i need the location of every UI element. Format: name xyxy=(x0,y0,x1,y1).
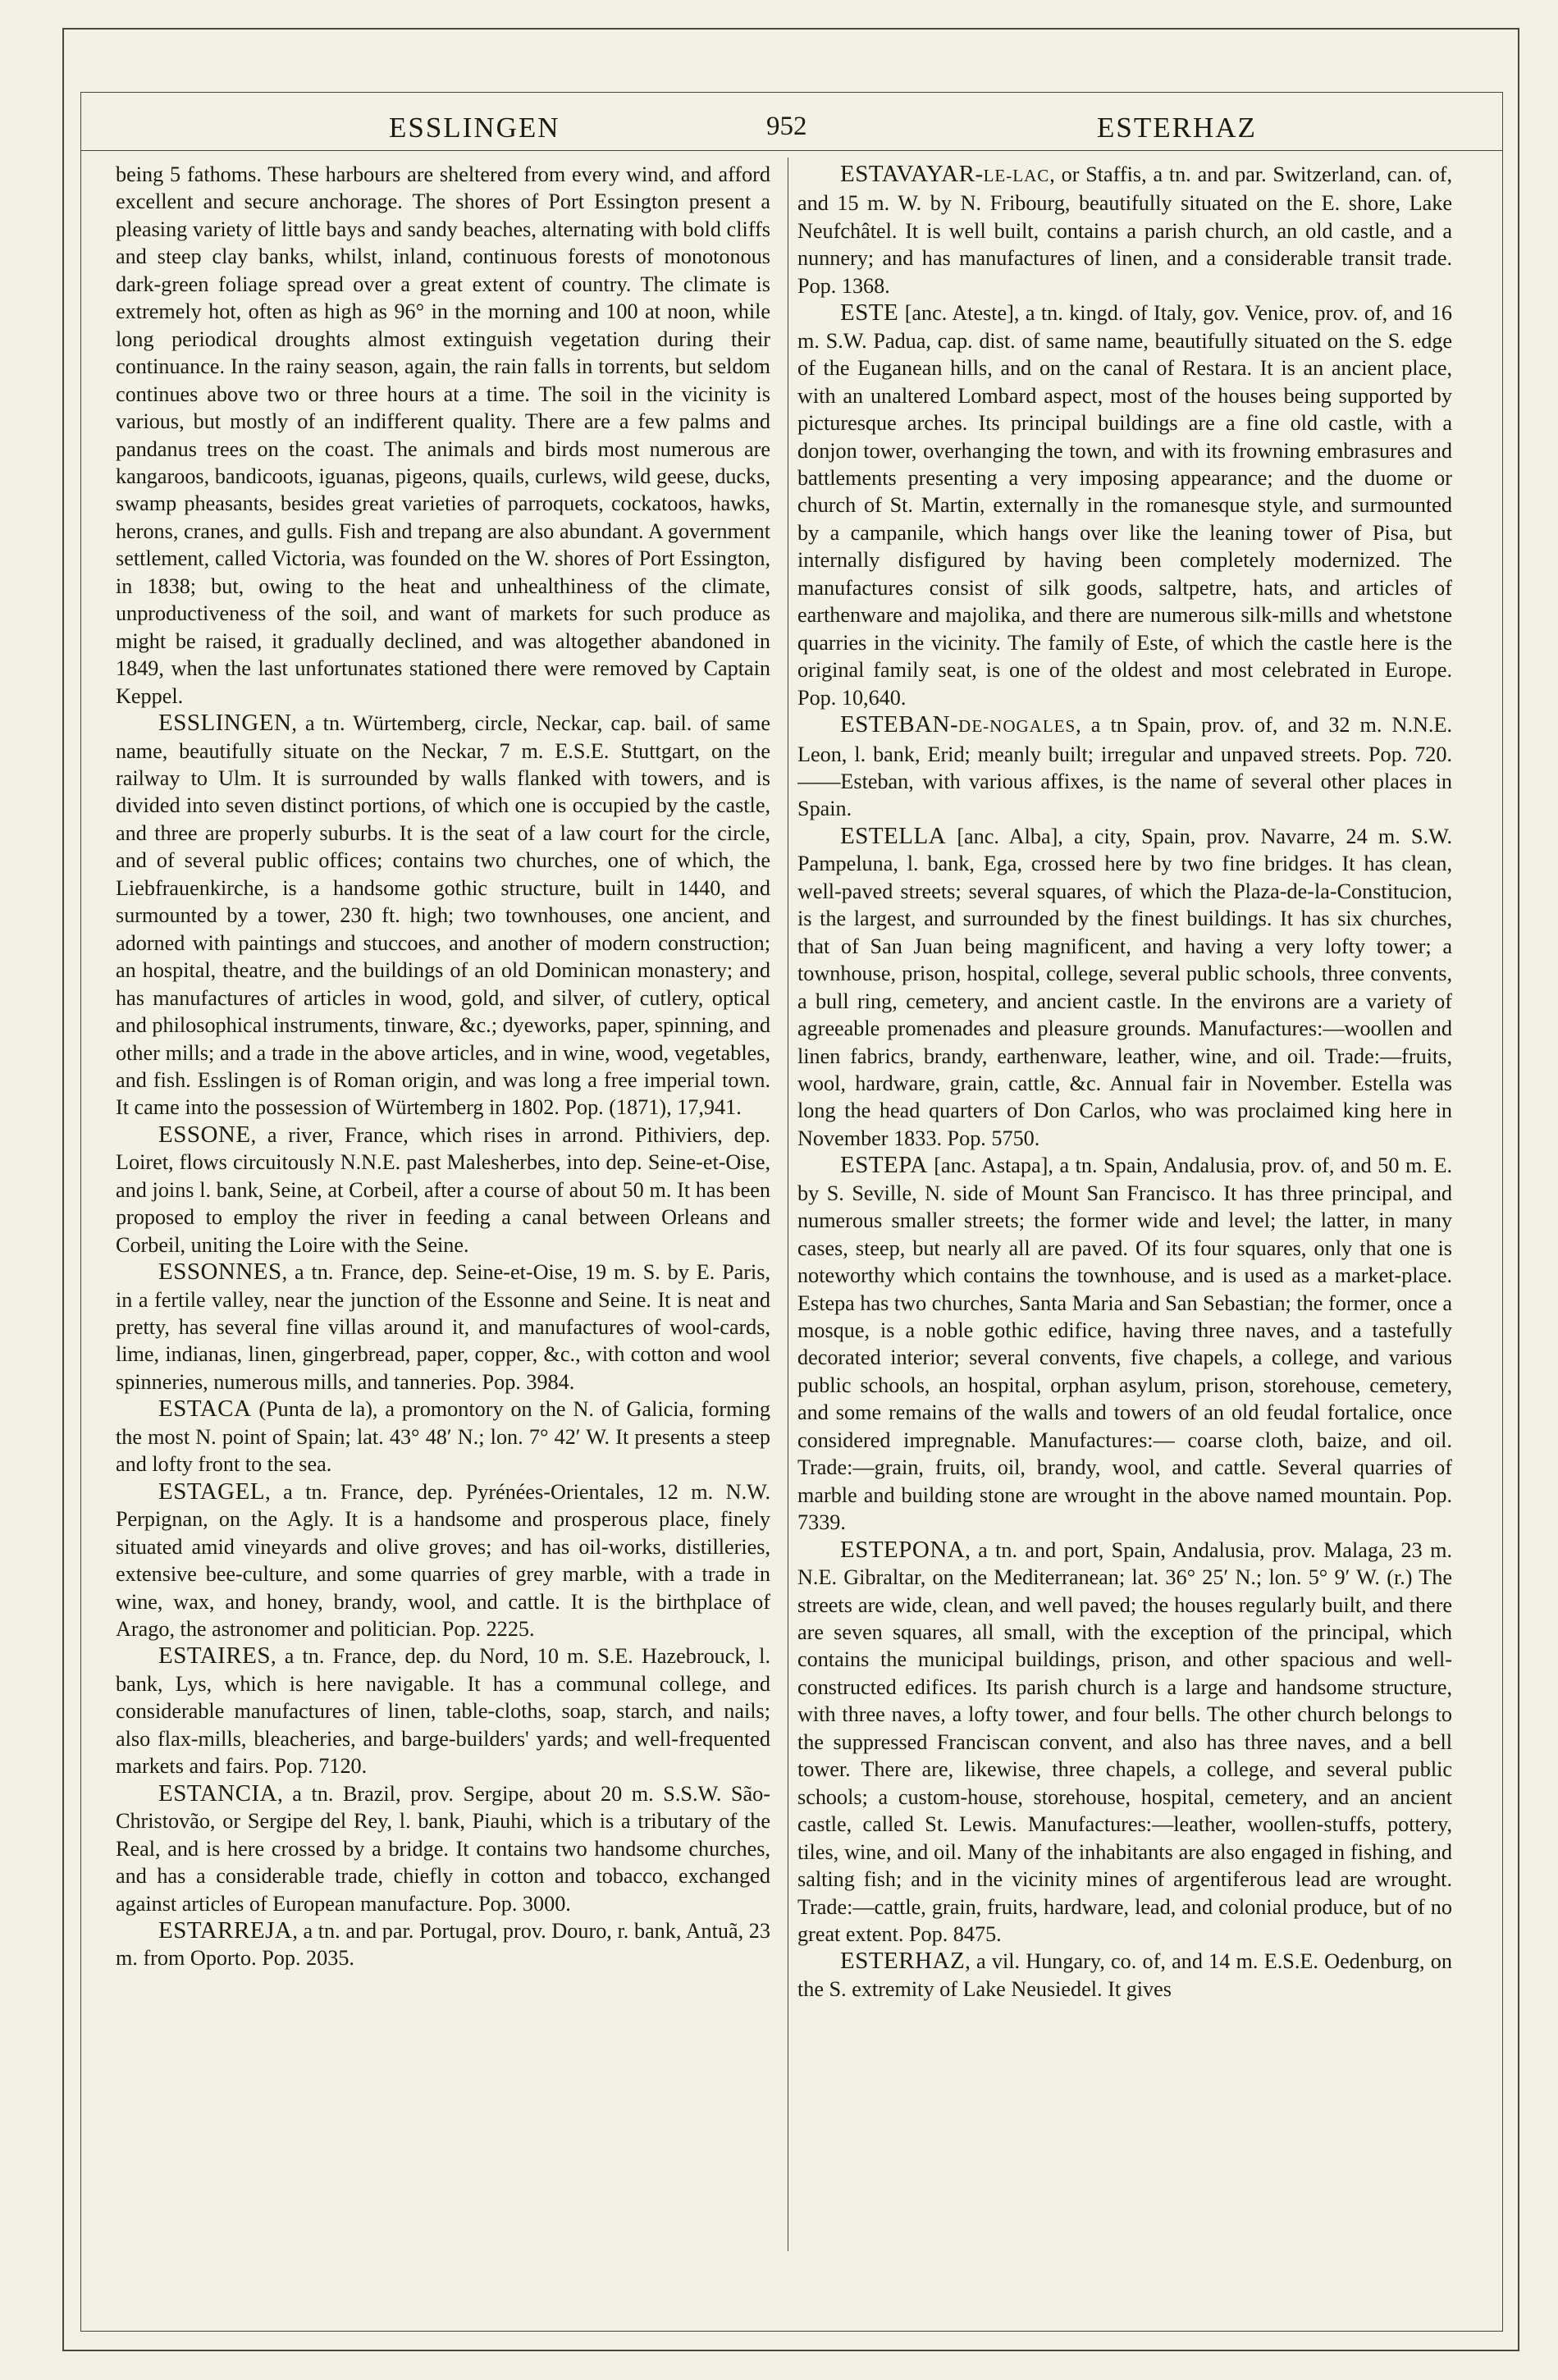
dictionary-entry xyxy=(116,1396,770,1478)
entry-continuation xyxy=(116,161,770,710)
entry-headword-suffix: DE-NOGALES xyxy=(958,716,1076,737)
entry-headword-suffix: LE-LAC xyxy=(983,166,1050,185)
entry-text: [anc. Alba], a city, Spain, prov. Navarre, 24 m. S.W. Pampeluna, l. bank, Ega, crossed here by two fine bridges. It has clean, well-paved streets; several squares, of which the Plaza-de-la-Constitucion, is the largest, and surrounded by the finest buildings. It has six churches, that of San Juan being magnificent, and having a very lofty tower; a townhouse, prison, hospital, college, several public schools, three convents, a bull ring, cemetery, and ancient castle. In the environs are a variety of agreeable promenades and pleasure grounds. Manufactures:—woollen and linen fabrics, brandy, earthenware, leather, wine, and oil. Trade:—fruits, wool, hardware, grain, cattle, &c. Annual fair in November. Estella was long the head quarters of Don Carlos, who was proclaimed king here in November 1833. Pop. 5750. xyxy=(797,824,1452,1150)
entry-headword: ESTELLA xyxy=(840,822,947,849)
header-left-catchword: ESSLINGEN xyxy=(389,112,560,144)
dictionary-entry xyxy=(116,1780,770,1917)
dictionary-entry xyxy=(797,299,1452,711)
dictionary-entry xyxy=(797,823,1452,1152)
dictionary-entry xyxy=(797,711,1452,823)
dictionary-entry xyxy=(116,1917,770,1972)
entry-text: [anc. Astapa], a tn. Spain, Andalusia, prov. of, and 50 m. E. by S. Seville, N. side of Mount San Francisco. It has three principal, and numerous smaller streets; the former wide and level; the latter, in many cases, steep, but nearly all are paved. Of its four squares, only that one is noteworthy which contains the townhouse, and is used as a market-place. Estepa has two churches, Santa Maria and San Sebastian; the former, once a mosque, is a noble gothic edifice, having three naves, and a tastefully decorated interior; several convents, five chapels, a college, and various public schools, an hospital, orphan asylum, prison, storehouse, cemetery, and some remains of the walls and towers of an old feudal fortalice, once considered impregnable. Manufactures:— coarse cloth, baize, and oil. Trade:—grain, fruits, oil, brandy, wool, and cattle. Several quarries of marble and building stone are wrought in the above named mountain. Pop. 7339. xyxy=(797,1153,1452,1535)
entry-headword: ESTERHAZ xyxy=(840,1948,966,1975)
entry-headword: ESTANCIA xyxy=(158,1779,278,1807)
dictionary-entry xyxy=(116,1478,770,1643)
entry-text: , or Staffis, a tn. and par. Switzerland, can. of, and 15 m. W. by N. Fribourg, beautifully situated on the E. shore, Lake Neufchâtel. It is well built, contains a parish church, an old castle, and a nunnery; and has manufactures of linen, and a considerable transit trade. Pop. 1368. xyxy=(797,162,1452,298)
entry-headword: ESSLINGEN xyxy=(158,710,292,737)
entry-text: , a tn Spain, prov. of, and 32 m. N.N.E. Leon, l. bank, Erid; meanly built; irregular and unpaved streets. Pop. 720.——Esteban, with various affixes, is the name of several other places in Spain. xyxy=(797,713,1452,821)
header-right-catchword: ESTERHAZ xyxy=(1097,112,1257,144)
entry-headword: ESSONNES xyxy=(158,1259,282,1286)
entry-headword: ESSONE xyxy=(158,1121,251,1148)
running-header xyxy=(80,98,1503,144)
entry-text: being 5 fathoms. These harbours are sheltered from every wind, and afford excellent and secure anchorage. The shores of Port Essington present a pleasing variety of little bays and sandy beaches, alternating with bold cliffs and steep clay banks, whilst, inland, continuous forests of monotonous dark-green foliage spread over a great extent of country. The climate is extremely hot, often as high as 96° in the morning and 100 at noon, while long periodical droughts almost extinguish vegetation during their continuance. In the rainy season, again, the rain falls in torrents, but seldom continues above two or three hours at a time. The soil in the vicinity is various, but mostly of an indifferent quality. There are a few palms and pandanus trees on the coast. The animals and birds most numerous are kangaroos, bandicoots, iguanas, pigeons, quails, curlews, wild geese, ducks, swamp pheasants, besides great varieties of parroquets, cockatoos, hawks, herons, cranes, and gulls. Fish and trepang are also abundant. A government settlement, called Victoria, was founded on the W. shores of Port Essington, in 1838; but, owing to the heat and unhealthiness of the climate, unproductiveness of the soil, and want of markets for such produce as might be raised, it gradually declined, and was altogether abandoned in 1849, when the last unfortunates stationed there were removed by Captain Keppel. xyxy=(116,162,770,708)
left-column xyxy=(116,161,770,2236)
entry-headword: ESTAIRES xyxy=(158,1642,272,1670)
entry-text: , a vil. Hungary, co. of, and 14 m. E.S.E. Oedenburg, on the S. extremity of Lake Neusiedel. It gives xyxy=(797,1949,1452,2001)
entry-text: [anc. Ateste], a tn. kingd. of Italy, gov. Venice, prov. of, and 16 m. S.W. Padua, cap. dist. of same name, beautifully situated on the S. edge of the Euganean hills, and on the canal of Restara. It is an ancient place, with an unaltered Lombard aspect, most of the houses being supported by picturesque arches. Its principal buildings are a fine old castle, with a donjon tower, overhanging the town, and with its frowning embrasures and battlements presenting a very imposing appearance; and the duome or church of St. Martin, externally in the romanesque style, and surmounted by a campanile, which hangs over like the leaning tower of Pisa, but internally disfigured by having been completely modernized. The manufactures consist of silk goods, saltpetre, hats, and articles of earthenware and majolika, and there are numerous silk-mills and whetstone quarries in the vicinity. The family of Este, of which the castle here is the original family seat, is one of the oldest and most celebrated in Europe. Pop. 10,640. xyxy=(797,301,1452,710)
dictionary-entry xyxy=(116,1121,770,1259)
dictionary-entry xyxy=(797,1948,1452,2003)
entry-headword: ESTEPA xyxy=(840,1152,928,1179)
dictionary-entry xyxy=(797,161,1452,299)
dictionary-entry xyxy=(116,1642,770,1779)
dictionary-entry xyxy=(797,1152,1452,1536)
entry-headword: ESTEPONA xyxy=(840,1536,966,1563)
entry-headword: ESTEBAN- xyxy=(840,711,959,738)
entry-text: , a tn. Würtemberg, circle, Neckar, cap. bail. of same name, beautifully situate on the Neckar, 7 m. E.S.E. Stuttgart, on the railway to Ulm. It is surrounded by walls flanked with towers, and is divided into seven distinct portions, of which one is occupied by the castle, and three are properly suburbs. It is the seat of a law court for the circle, and of several public offices; contains two churches, one of which, the Liebfrauenkirche, is a handsome gothic structure, built in 1440, and surmounted by a tower, 230 ft. high; two townhouses, one ancient, and adorned with paintings and stuccoes, and another of modern construction; an hospital, theatre, and the buildings of an old Dominican monastery; and has manufactures of articles in wood, gold, and silver, of cutlery, optical and philosophical instruments, tinware, &c.; dyeworks, paper, spinning, and other mills; and a trade in the above articles, and in wine, wood, vegetables, and fish. Esslingen is of Roman origin, and was long a free imperial town. It came into the possession of Würtemberg in 1802. Pop. (1871), 17,941. xyxy=(116,711,770,1120)
entry-text: , a river, France, which rises in arrond. Pithiviers, dep. Loiret, flows circuitously N.N.E. past Malesherbes, into dep. Seine-et-Oise, and joins l. bank, Seine, at Corbeil, after a course of about 50 m. It has been proposed to employ the river in feeding a canal between Orleans and Corbeil, uniting the Loire with the Seine. xyxy=(116,1122,770,1257)
entry-text: , a tn. France, dep. Pyrénées-Orientales, 12 m. N.W. Perpignan, on the Agly. It is a handsome and prosperous place, finely situated amid vineyards and olive groves; and has oil-works, distilleries, extensive bee-culture, and some quarries of grey marble, with a trade in wine, wax, and honey, brandy, wool, and cattle. It is the birthplace of Arago, the astronomer and politician. Pop. 2225. xyxy=(116,1479,770,1642)
dictionary-entry xyxy=(797,1537,1452,1948)
entry-headword: ESTAGEL xyxy=(158,1478,266,1505)
entry-headword: ESTE xyxy=(840,299,899,327)
entry-headword: ESTAVAYAR- xyxy=(840,161,984,187)
dictionary-entry xyxy=(116,1259,770,1396)
right-column xyxy=(797,161,1452,2236)
entry-text: , a tn. France, dep. Seine-et-Oise, 19 m. S. by E. Paris, in a fertile valley, near the junction of the Essonne and Seine. It is neat and pretty, has several fine villas around it, and manufactures of wool-cards, lime, indianas, linen, gingerbread, paper, copper, &c., with cotton and wool spinneries, numerous mills, and tanneries. Pop. 3984. xyxy=(116,1260,770,1394)
page-number: 952 xyxy=(766,112,807,141)
entry-text: , a tn. Brazil, prov. Sergipe, about 20 m. S.S.W. São-Christovão, or Sergipe del Rey, l. bank, Piauhi, which is a tributary of the Real, and is here crossed by a bridge. It contains two handsome churches, and has a considerable trade, chiefly in cotton and tobacco, exchanged against articles of European manufacture. Pop. 3000. xyxy=(116,1781,770,1916)
entry-text: , a tn. and par. Portugal, prov. Douro, r. bank, Antuã, 23 m. from Oporto. Pop. 2035. xyxy=(116,1919,770,1971)
entry-text: , a tn. France, dep. du Nord, 10 m. S.E. Hazebrouck, l. bank, Lys, which is here navigable. It has a communal college, and considerable manufactures of linen, table-cloths, soap, starch, and nails; also flax-mills, bleacheries, and barge-builders' yards; and well-frequented markets and fairs. Pop. 7120. xyxy=(116,1644,770,1779)
entry-text: (Punta de la), a promontory on the N. of Galicia, forming the most N. point of Spain; lat. 43° 48′ N.; lon. 7° 42′ W. It presents a steep and lofty front to the sea. xyxy=(116,1397,770,1477)
entry-text: , a tn. and port, Spain, Andalusia, prov. Malaga, 23 m. N.E. Gibraltar, on the Mediterranean; lat. 36° 25′ N.; lon. 5° 9′ W. (r.) The streets are wide, clean, and well paved; the houses regularly built, and there are seven squares, all small, with the exception of the principal, which contains the municipal buildings, prison, and other spacious and well-constructed edifices. Its parish church is a large and handsome structure, with three naves, a lofty tower, and four bells. The other church belongs to the suppressed Franciscan convent, and also has three naves, and a bell tower. There are, likewise, three chapels, a college, and several public schools; a custom-house, storehouse, hospital, cemetery, and an ancient castle, called St. Lewis. Manufactures:—leather, woollen-stuffs, pottery, tiles, wine, and oil. Many of the inhabitants are also engaged in fishing, and salting fish; and in the vicinity mines of argentiferous lead are wrought. Trade:—cattle, grain, fruits, hardware, lead, and colonial produce, but of no great extent. Pop. 8475. xyxy=(797,1537,1452,1946)
entry-headword: ESTACA xyxy=(158,1396,252,1423)
entry-headword: ESTARREJA xyxy=(158,1917,293,1944)
dictionary-entry xyxy=(116,710,770,1121)
header-rule xyxy=(80,150,1503,151)
